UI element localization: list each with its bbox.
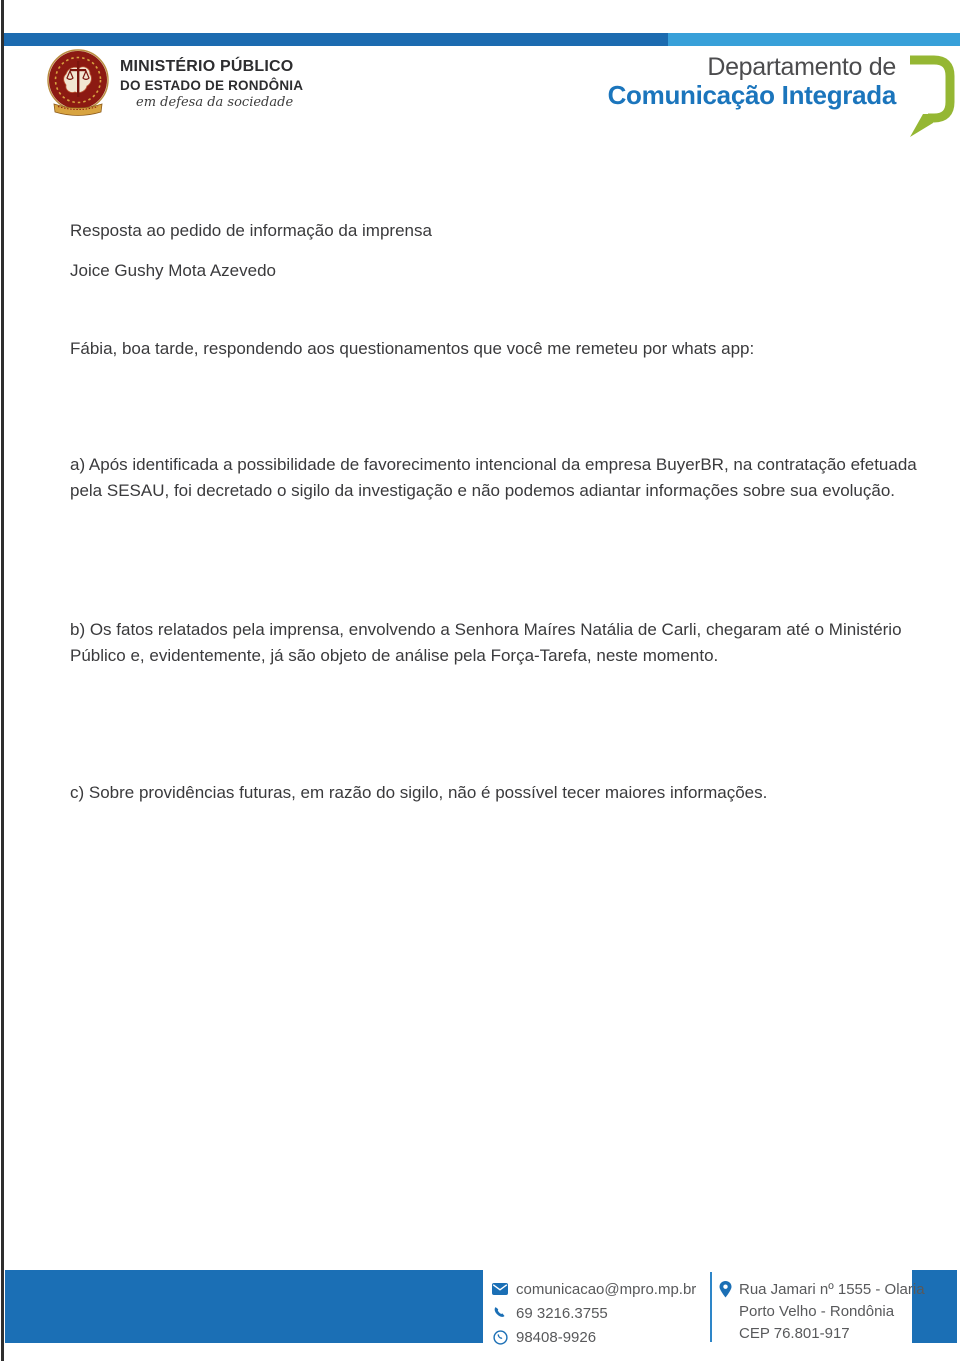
department-title-line1: Departamento de [707, 53, 896, 81]
mpro-seal-logo [46, 48, 110, 120]
letter-greeting: Fábia, boa tarde, respondendo aos questionamentos que você me remeteu por whats app: [70, 339, 755, 358]
footer-address-column [719, 1279, 925, 1345]
footer-band [0, 1270, 960, 1346]
whatsapp-icon [492, 1330, 508, 1345]
footer-address-line3: CEP 76.801-917 [739, 1325, 850, 1342]
footer-phone-row [492, 1301, 696, 1325]
footer-left-block [5, 1270, 483, 1343]
page-edge-line [1, 0, 4, 1361]
top-accent-bar [4, 33, 960, 46]
speech-bubble-icon [904, 50, 956, 138]
footer-whatsapp: 98408-9926 [516, 1328, 597, 1346]
location-pin-icon [719, 1279, 732, 1345]
department-title-line2: Comunicação Integrada [607, 80, 896, 110]
institution-tagline: em defesa da sociedade [136, 95, 294, 110]
footer-address-line2: Porto Velho - Rondônia [739, 1303, 895, 1320]
footer-email-row [492, 1277, 696, 1301]
letterhead-brand [46, 48, 303, 120]
footer-whatsapp-row [492, 1325, 696, 1349]
department-header [608, 50, 956, 138]
letter-title: Resposta ao pedido de informação da imprensa [70, 221, 432, 240]
letter-item-a: a) Após identificada a possibilidade de favorecimento intencional da empresa BuyerBR, na contratação efetuada pela SESAU, foi decretado o sigilo da investigação e não podemos adiantar informações sobre sua evolução. [70, 455, 917, 500]
footer-phone: 69 3216.3755 [516, 1304, 608, 1322]
footer-contact-column [492, 1277, 696, 1349]
letter-item-c: c) Sobre providências futuras, em razão do sigilo, não é possível tecer maiores informações. [70, 783, 768, 802]
phone-icon [492, 1306, 508, 1320]
institution-name-line1: MINISTÉRIO PÚBLICO [120, 58, 294, 75]
institution-name [120, 48, 303, 110]
footer-address-line1: Rua Jamari nº 1555 - Olaria [739, 1281, 925, 1298]
envelope-icon [492, 1283, 508, 1295]
letter-item-b: b) Os fatos relatados pela imprensa, envolvendo a Senhora Maíres Natália de Carli, chegaram até o Ministério Público e, evidentemente, já são objeto de análise pela Força-Tarefa, neste momento. [70, 620, 902, 665]
department-title [608, 50, 896, 109]
footer-email: comunicacao@mpro.mp.br [516, 1280, 697, 1298]
footer-divider [710, 1272, 712, 1342]
footer-address [739, 1279, 925, 1345]
institution-name-line2: DO ESTADO DE RONDÔNIA [120, 78, 304, 93]
letter-recipient: Joice Gushy Mota Azevedo [70, 261, 277, 280]
